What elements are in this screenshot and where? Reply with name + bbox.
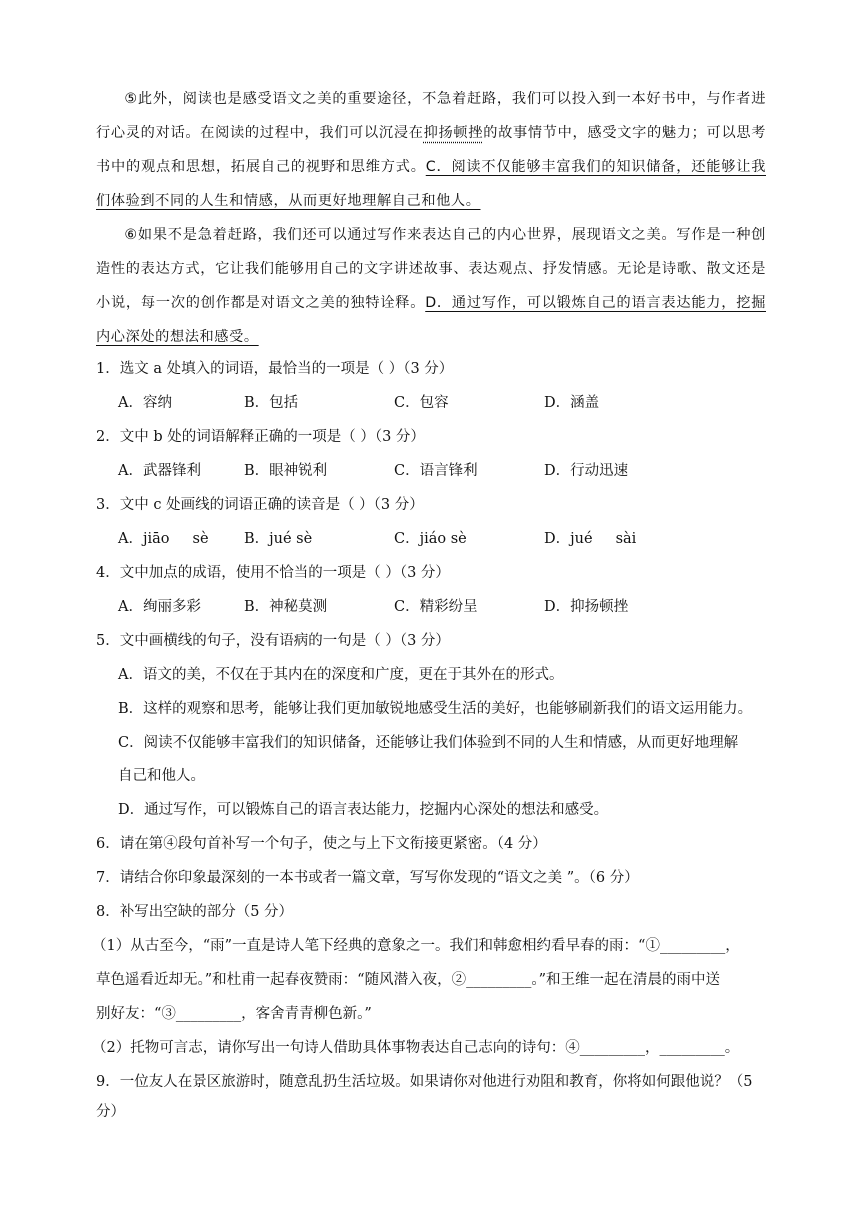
q5-option-b: B．这样的观察和思考，能够让我们更加敏锐地感受生活的美好，也能够刷新我们的语文运用能力。: [118, 701, 753, 717]
question-4-stem: 4．文中加点的成语，使用不恰当的一项是（ ）（3 分）: [96, 565, 450, 581]
q8-part1-line1: （1）从古至今，“雨”一直是诗人笔下经典的意象之一。我们和韩愈相约看早春的雨：“①_________，: [92, 938, 740, 954]
question-6: 6．请在第④段句首补写一个句子，使之与上下文衔接更紧密。（4 分）: [96, 836, 547, 852]
q2-option-b: B．眼神锐利: [244, 463, 328, 479]
q1-option-d: D．涵盖: [544, 395, 600, 411]
q5-option-d: D．通过写作，可以锻炼自己的语言表达能力，挖掘内心深处的想法和感受。: [118, 802, 609, 818]
q4-option-c: C．精彩纷呈: [394, 599, 478, 615]
underlined-sentence-c: C．阅读不仅能够丰富我们的知识储备，还能够让我们体验到不同的人生和情感，从而更好地理解自己和他人。: [96, 159, 766, 209]
q1-option-a: A．容纳: [118, 395, 172, 411]
q3-option-b: B．jué sè: [244, 531, 313, 547]
q2-option-a: A．武器锋利: [118, 463, 201, 479]
q5-option-c-continued: 自己和他人。: [118, 768, 205, 784]
q3-option-c: C．jiáo sè: [394, 531, 467, 547]
q8-part1-line2: 草色遥看近却无。”和杜甫一起春夜赞雨：“随风潜入夜，②_________。”和王维一起在清晨的雨中送: [96, 972, 720, 988]
question-9-line2: 分）: [96, 1104, 125, 1120]
passage-paragraph-5: [96, 82, 766, 218]
question-5-stem: 5．文中画横线的句子，没有语病的一句是（ ）（3 分）: [96, 633, 450, 649]
q1-option-c: C．包容: [394, 395, 449, 411]
underlined-sentence-d: D．通过写作，可以锻炼自己的语言表达能力，挖掘内心深处的想法和感受。: [96, 295, 766, 345]
q2-option-c: C．语言锋利: [394, 463, 478, 479]
question-8-stem: 8．补写出空缺的部分（5 分）: [96, 904, 294, 920]
question-7: 7．请结合你印象最深刻的一本书或者一篇文章，写写你发现的“语文之美 ”。（6 分）: [96, 870, 639, 886]
question-1-stem: 1．选文 a 处填入的词语，最恰当的一项是（ ）（3 分）: [96, 361, 454, 377]
passage-paragraph-6: [96, 218, 766, 354]
q1-option-b: B．包括: [244, 395, 299, 411]
q3-option-a: A．jiāo sè: [118, 531, 209, 547]
q4-option-b: B．神秘莫测: [244, 599, 328, 615]
q8-part1-line3: 别好友：“③_________，客舍青青柳色新。”: [96, 1006, 372, 1022]
p6-text-before: ⑥如果不是急着赶路，我们还可以通过写作来表达自己的内心世界，展现语文之美。写作是一种创造性的表达方式，它让我们能够用自己的文字讲述故事、表达观点、抒发情感。无论是诗歌、散文还是小说，每一次的创作都是对语文之美的独特诠释。: [96, 227, 766, 311]
q8-part2: （2）托物可言志，请你写出一句诗人借助具体事物表达自己志向的诗句：④_________，_________。: [92, 1040, 740, 1056]
q5-option-a: A．语文的美，不仅在于其内在的深度和广度，更在于其外在的形式。: [118, 667, 564, 683]
q4-option-a: A．绚丽多彩: [118, 599, 201, 615]
p5-text-before: ⑤此外，阅读也是感受语文之美的重要途径，不急着赶路，我们可以投入到一本好书中，与作者进行心灵的对话。在阅读的过程中，我们可以沉浸在: [96, 91, 766, 141]
q5-option-c: C．阅读不仅能够丰富我们的知识储备，还能够让我们体验到不同的人生和情感，从而更好地理解: [118, 735, 739, 751]
q3-option-d: D．jué sài: [544, 531, 637, 547]
question-9-line1: 9．一位友人在景区旅游时，随意乱扔生活垃圾。如果请你对他进行劝阻和教育，你将如何跟他说？（5: [96, 1074, 753, 1090]
dotted-idiom: 抑扬顿挫: [423, 125, 484, 141]
question-3-stem: 3．文中 c 处画线的词语正确的读音是（ ）（3 分）: [96, 497, 424, 513]
question-2-stem: 2．文中 b 处的词语解释正确的一项是（ ）（3 分）: [96, 429, 425, 445]
q4-option-d: D．抑扬顿挫: [544, 599, 629, 615]
p5-text-after: 的故事情节中，感受文字的魅力；可以思考书中的观点和思想，拓展自己的视野和思维方式。: [96, 125, 767, 175]
q2-option-d: D．行动迅速: [544, 463, 629, 479]
